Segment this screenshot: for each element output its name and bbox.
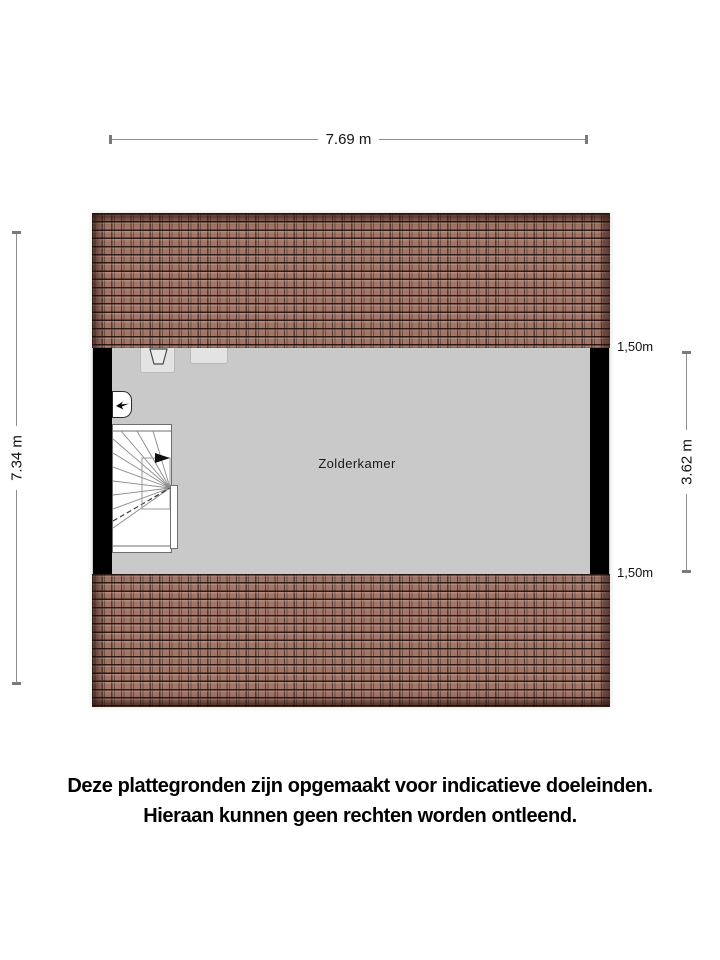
roof-slope-label-bottom: 1,50m xyxy=(617,565,654,580)
washbasin-counter xyxy=(140,348,175,373)
dimension-left-tick-top xyxy=(12,231,21,234)
dimension-top-label: 7.69 m xyxy=(110,132,587,147)
wall-right xyxy=(590,348,609,574)
dimension-right xyxy=(678,352,696,572)
stair-railing-segment xyxy=(170,485,178,549)
disclaimer-line-2: Hieraan kunnen geen rechten worden ontleend. xyxy=(143,805,577,827)
dimension-top xyxy=(110,132,587,148)
dimension-right-tick-top xyxy=(682,351,691,354)
washbasin-icon xyxy=(141,348,174,371)
cabinet xyxy=(190,348,228,364)
room-label: Zolderkamer xyxy=(318,456,396,471)
roof-slope-label-top: 1,50m xyxy=(617,339,654,354)
staircase-drawing xyxy=(113,425,171,552)
dimension-right-tick-bottom xyxy=(682,570,691,573)
fan-icon xyxy=(115,398,130,412)
dimension-right-label: 3.62 m xyxy=(679,430,696,494)
roof-tiles-top xyxy=(92,213,610,348)
dimension-left xyxy=(8,232,26,684)
wall-left xyxy=(93,348,112,574)
dimension-left-tick-bottom xyxy=(12,682,21,685)
roof-tiles-bottom xyxy=(92,574,610,707)
disclaimer xyxy=(0,771,720,831)
disclaimer-line-1: Deze plattegronden zijn opgemaakt voor indicatieve doeleinden. xyxy=(67,775,653,797)
mechanical-ventilation-unit xyxy=(112,391,132,418)
dimension-left-label: 7.34 m xyxy=(9,426,26,490)
staircase xyxy=(112,424,172,553)
